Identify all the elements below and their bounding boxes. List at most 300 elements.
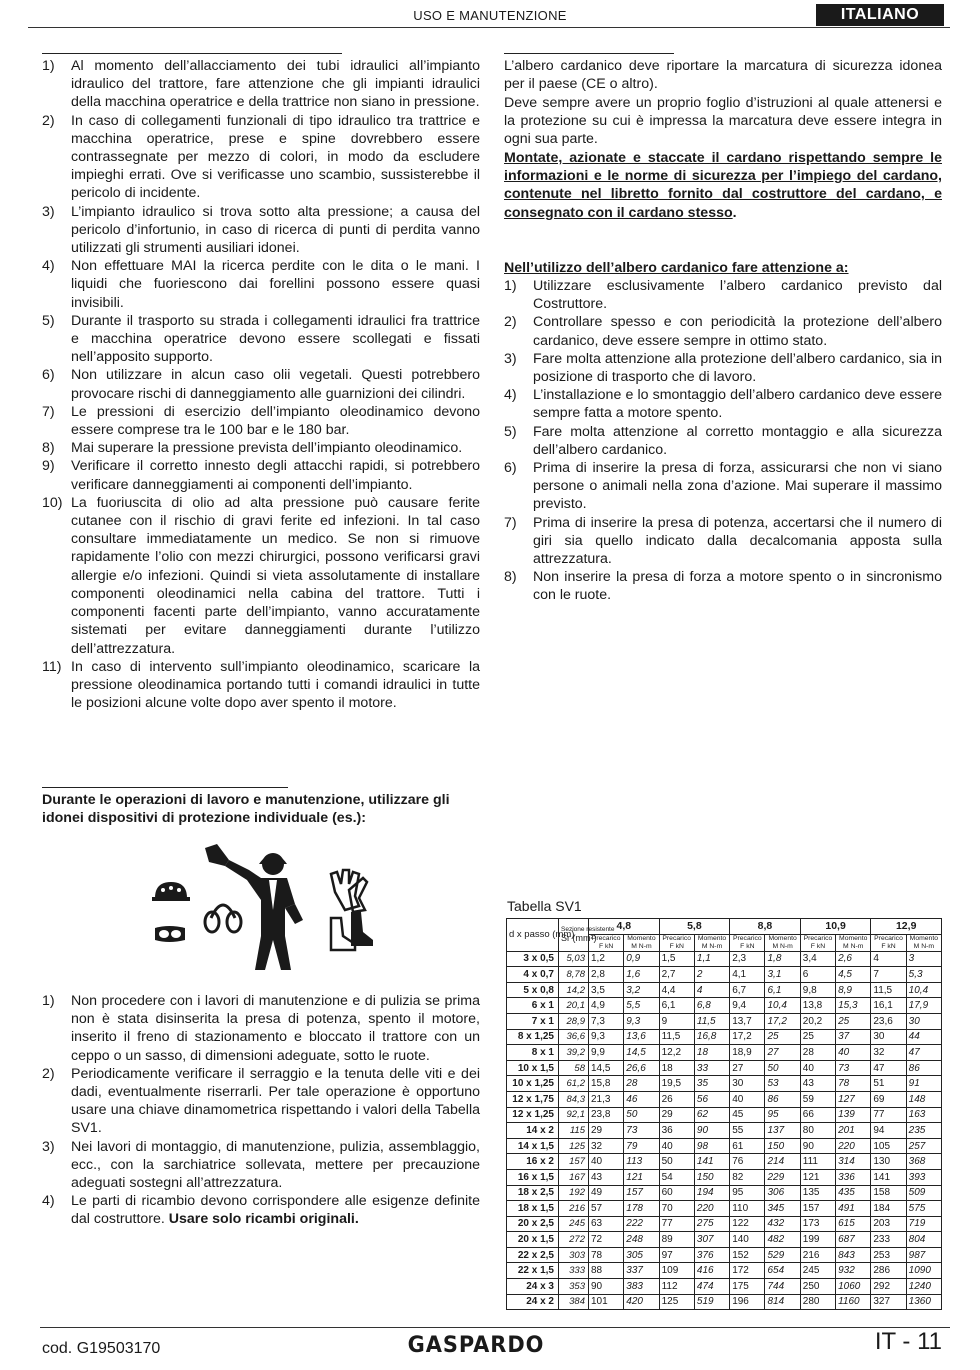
moment-cell: 804 (906, 1232, 941, 1248)
moment-cell: 27 (765, 1045, 800, 1061)
moment-cell: 113 (624, 1154, 659, 1170)
preload-cell: 82 (730, 1169, 765, 1185)
list-item (504, 313, 942, 349)
table-row (507, 1232, 942, 1248)
preload-cell: 26 (659, 1091, 694, 1107)
preload-cell: 89 (659, 1232, 694, 1248)
moment-cell: 201 (836, 1123, 871, 1139)
list-text: L’impianto idraulico si trova sotto alta pressione; a causa del pericolo d’infortunio, in caso di ricerca di punti di perdita vanno utilizzati gli strumenti ausiliari idonei. (71, 203, 480, 257)
list-text: Le pressioni di esercizio dell’impianto oleodinamico devono essere comprese tra le 100 bar e le 180 bar. (71, 403, 480, 439)
preload-cell: 88 (589, 1263, 624, 1279)
moment-cell: 229 (765, 1169, 800, 1185)
preload-cell: 286 (871, 1263, 906, 1279)
section-cell: 384 (559, 1294, 589, 1310)
moment-cell: 194 (694, 1185, 729, 1201)
list-item (42, 658, 480, 713)
preload-cell: 3,5 (589, 982, 624, 998)
list-item (42, 366, 480, 402)
preload-cell: 13,7 (730, 1013, 765, 1029)
moment-cell: 420 (624, 1294, 659, 1310)
preload-cell: 111 (800, 1154, 835, 1170)
moment-cell: 654 (765, 1263, 800, 1279)
preload-cell: 9,4 (730, 998, 765, 1014)
preload-cell: 196 (730, 1294, 765, 1310)
moment-header: Momento M N-m (906, 934, 941, 951)
preload-cell: 21,3 (589, 1091, 624, 1107)
preload-cell: 54 (659, 1169, 694, 1185)
ear-protection-icon (205, 905, 241, 932)
moment-cell: 615 (836, 1216, 871, 1232)
list-number: 4) (504, 387, 517, 404)
section-cell: 192 (559, 1185, 589, 1201)
section-cell: 84,3 (559, 1091, 589, 1107)
section-cell: 61,2 (559, 1076, 589, 1092)
table-row (507, 1169, 942, 1185)
preload-cell: 3,4 (800, 951, 835, 967)
moment-cell: 3,2 (624, 982, 659, 998)
preload-cell: 25 (800, 1029, 835, 1045)
list-item (504, 350, 942, 386)
list-number: 6) (504, 460, 517, 477)
list-number: 11) (42, 658, 62, 675)
moment-cell: 336 (836, 1169, 871, 1185)
list-number: 1) (504, 278, 517, 294)
preload-cell: 18,9 (730, 1045, 765, 1061)
preload-cell: 50 (659, 1154, 694, 1170)
moment-cell: 73 (836, 1060, 871, 1076)
preload-cell: 2,8 (589, 967, 624, 983)
preload-cell: 40 (800, 1060, 835, 1076)
moment-cell: 79 (624, 1138, 659, 1154)
thread-size-cell: 7 x 1 (507, 1013, 559, 1029)
preload-cell: 70 (659, 1201, 694, 1217)
moment-cell: 3 (906, 951, 941, 967)
moment-cell: 383 (624, 1279, 659, 1295)
maintenance-safety-list (42, 992, 480, 1229)
thread-size-cell: 20 x 1,5 (507, 1232, 559, 1248)
preload-cell: 121 (800, 1169, 835, 1185)
moment-cell: 10,4 (906, 982, 941, 998)
moment-cell: 33 (694, 1060, 729, 1076)
preload-cell: 16,1 (871, 998, 906, 1014)
preload-cell: 77 (659, 1216, 694, 1232)
thread-size-cell: 16 x 1,5 (507, 1169, 559, 1185)
moment-cell: 25 (765, 1029, 800, 1045)
table-row (507, 1091, 942, 1107)
cardan-list (504, 277, 942, 605)
moment-cell: 15,3 (836, 998, 871, 1014)
list-item (42, 57, 480, 112)
footer-rule (40, 1327, 950, 1328)
cardan-intro-2: Deve sempre avere un proprio foglio d’istruzioni al quale attenersi e la protezione su cui è impressa la marcatura deve essere integra in ogni sua parte. (504, 95, 942, 148)
moment-cell: 306 (765, 1185, 800, 1201)
moment-cell: 314 (836, 1154, 871, 1170)
preload-cell: 141 (871, 1169, 906, 1185)
preload-cell: 43 (589, 1169, 624, 1185)
moment-cell: 56 (694, 1091, 729, 1107)
thread-size-cell: 20 x 2,5 (507, 1216, 559, 1232)
list-number: 4) (42, 1193, 55, 1210)
moment-cell: 337 (624, 1263, 659, 1279)
list-item (504, 568, 942, 604)
preload-cell: 40 (730, 1091, 765, 1107)
moment-cell: 44 (906, 1029, 941, 1045)
moment-cell: 575 (906, 1201, 941, 1217)
list-text: Al momento dell’allacciamento dei tubi idraulici all’impianto idraulico del trattore, fare attenzione che gli impianti idraulici della macchina operatrice e della trattrice non siano in pressione. (71, 58, 480, 111)
moment-cell: 50 (624, 1107, 659, 1123)
moment-header: Momento M N-m (765, 934, 800, 951)
section-cell: 39,2 (559, 1045, 589, 1061)
table-row (507, 998, 942, 1014)
moment-cell: 9,3 (624, 1013, 659, 1029)
list-item (42, 494, 480, 658)
preload-cell: 23,8 (589, 1107, 624, 1123)
table-row (507, 1138, 942, 1154)
moment-cell: 121 (624, 1169, 659, 1185)
page-number: IT - 11 (874, 1328, 942, 1355)
moment-cell: 148 (906, 1091, 941, 1107)
moment-cell: 368 (906, 1154, 941, 1170)
list-text: Durante il trasporto su strada i collegamenti idraulici fra trattrice e macchina operatrice devono essere scollegati e fissati nell’apposito supporto. (71, 312, 480, 366)
preload-cell: 60 (659, 1185, 694, 1201)
section-cell: 8,78 (559, 967, 589, 983)
moment-cell: 28 (624, 1076, 659, 1092)
thread-size-cell: 10 x 1,5 (507, 1060, 559, 1076)
preload-cell: 110 (730, 1201, 765, 1217)
moment-cell: 40 (836, 1045, 871, 1061)
preload-cell: 245 (800, 1263, 835, 1279)
list-item (42, 1138, 480, 1193)
preload-cell: 63 (589, 1216, 624, 1232)
moment-cell: 0,9 (624, 951, 659, 967)
list-text: Fare molta attenzione alla protezione dell’albero cardanico, sia in posizione di trasporto che di lavoro. (533, 350, 942, 386)
preload-cell: 7,3 (589, 1013, 624, 1029)
list-number: 5) (504, 423, 517, 440)
preload-cell: 61 (730, 1138, 765, 1154)
moment-cell: 163 (906, 1107, 941, 1123)
moment-cell: 4,5 (836, 967, 871, 983)
moment-cell: 46 (624, 1091, 659, 1107)
preload-cell: 4,4 (659, 982, 694, 998)
section-cell: 58 (559, 1060, 589, 1076)
preload-cell: 55 (730, 1123, 765, 1139)
table-row (507, 1060, 942, 1076)
preload-cell: 253 (871, 1247, 906, 1263)
list-item (504, 514, 942, 569)
list-number: 3) (504, 350, 517, 367)
thread-size-cell: 8 x 1,25 (507, 1029, 559, 1045)
safety-boots-icon (331, 912, 373, 950)
list-number: 1) (42, 58, 55, 74)
list-item (42, 1192, 480, 1228)
preload-cell: 11,5 (659, 1029, 694, 1045)
preload-cell: 4,1 (730, 967, 765, 983)
preload-cell: 78 (589, 1247, 624, 1263)
preload-cell: 101 (589, 1294, 624, 1310)
preload-cell: 90 (800, 1138, 835, 1154)
table-caption: Tabella SV1 (507, 898, 582, 914)
col-dp-header: d x passo (mm) (507, 919, 559, 952)
moment-cell: 687 (836, 1232, 871, 1248)
preload-cell: 29 (589, 1123, 624, 1139)
moment-cell: 17,9 (906, 998, 941, 1014)
preload-cell: 135 (800, 1185, 835, 1201)
preload-cell: 9 (659, 1013, 694, 1029)
moment-cell: 222 (624, 1216, 659, 1232)
moment-cell: 474 (694, 1279, 729, 1295)
preload-cell: 152 (730, 1247, 765, 1263)
thread-size-cell: 14 x 2 (507, 1123, 559, 1139)
moment-cell: 10,4 (765, 998, 800, 1014)
hydraulic-safety-list (42, 57, 480, 712)
thread-size-cell: 18 x 2,5 (507, 1185, 559, 1201)
brand-logo: GASPARDO (407, 1333, 545, 1358)
preload-cell: 125 (659, 1294, 694, 1310)
language-badge: ITALIANO (816, 4, 944, 26)
moment-cell: 91 (906, 1076, 941, 1092)
preload-cell: 175 (730, 1279, 765, 1295)
preload-header: Precarico F kN (589, 934, 624, 951)
moment-cell: 157 (624, 1185, 659, 1201)
section-cell: 92,1 (559, 1107, 589, 1123)
preload-cell: 9,3 (589, 1029, 624, 1045)
section-cell: 125 (559, 1138, 589, 1154)
moment-cell: 8,9 (836, 982, 871, 998)
table-row (507, 1216, 942, 1232)
table-row (507, 1154, 942, 1170)
preload-cell: 216 (800, 1247, 835, 1263)
list-item (42, 992, 480, 1065)
preload-cell: 66 (800, 1107, 835, 1123)
section-cell: 216 (559, 1201, 589, 1217)
thread-size-cell: 24 x 3 (507, 1279, 559, 1295)
list-item (42, 457, 480, 493)
preload-cell: 32 (589, 1138, 624, 1154)
preload-cell: 49 (589, 1185, 624, 1201)
preload-cell: 23,6 (871, 1013, 906, 1029)
table-row (507, 1201, 942, 1217)
table-row (507, 982, 942, 998)
moment-cell: 307 (694, 1232, 729, 1248)
section-cell: 20,1 (559, 998, 589, 1014)
list-number: 2) (504, 314, 517, 331)
preload-cell: 199 (800, 1232, 835, 1248)
moment-cell: 220 (836, 1138, 871, 1154)
moment-cell: 14,5 (624, 1045, 659, 1061)
section-cell: 167 (559, 1169, 589, 1185)
goggles-icon (155, 926, 185, 942)
moment-cell: 86 (906, 1060, 941, 1076)
list-number: 5) (42, 312, 55, 329)
preload-cell: 327 (871, 1294, 906, 1310)
grade-header: 8,8 (730, 919, 801, 935)
preload-header: Precarico F kN (730, 934, 765, 951)
list-number: 7) (504, 514, 517, 531)
torque-table (506, 918, 942, 1310)
moment-cell: 814 (765, 1294, 800, 1310)
list-text: Prima di inserire la presa di forza, assicurarsi che non vi siano persone o animali nella zona d’azione. Mai superare il massimo previsto. (533, 460, 942, 513)
preload-cell: 292 (871, 1279, 906, 1295)
moment-cell: 86 (765, 1091, 800, 1107)
list-item (42, 112, 480, 203)
list-number: 3) (42, 1138, 55, 1155)
list-text: Prima di inserire la presa di potenza, accertarsi che il numero di giri sia quello indicato dalla decalcomania apposta sulla attrezzatura. (533, 514, 942, 568)
thread-size-cell: 10 x 1,25 (507, 1076, 559, 1092)
thread-size-cell: 6 x 1 (507, 998, 559, 1014)
grade-header: 12,9 (871, 919, 942, 935)
table-row (507, 1247, 942, 1263)
preload-cell: 4 (871, 951, 906, 967)
preload-cell: 95 (730, 1185, 765, 1201)
preload-cell: 7 (871, 967, 906, 983)
moment-cell: 1,1 (694, 951, 729, 967)
list-text: Controllare spesso e con periodicità la protezione dell’albero cardanico, deve essere sempre in ottimo stato. (533, 314, 942, 349)
moment-cell: 1,8 (765, 951, 800, 967)
preload-cell: 4,9 (589, 998, 624, 1014)
section-cell: 28,9 (559, 1013, 589, 1029)
section-cell: 14,2 (559, 982, 589, 998)
moment-cell: 257 (906, 1138, 941, 1154)
preload-cell: 27 (730, 1060, 765, 1076)
table-row (507, 1294, 942, 1310)
table-row (507, 1263, 942, 1279)
moment-cell: 432 (765, 1216, 800, 1232)
moment-cell: 26,6 (624, 1060, 659, 1076)
preload-cell: 233 (871, 1232, 906, 1248)
table-row (507, 1029, 942, 1045)
document-code: cod. G19503170 (42, 1340, 161, 1357)
preload-cell: 12,2 (659, 1045, 694, 1061)
preload-cell: 109 (659, 1263, 694, 1279)
preload-cell: 173 (800, 1216, 835, 1232)
moment-cell: 53 (765, 1076, 800, 1092)
moment-cell: 30 (906, 1013, 941, 1029)
moment-cell: 2 (694, 967, 729, 983)
thread-size-cell: 4 x 0,7 (507, 967, 559, 983)
moment-cell: 17,2 (765, 1013, 800, 1029)
preload-cell: 203 (871, 1216, 906, 1232)
preload-cell: 14,5 (589, 1060, 624, 1076)
moment-cell: 137 (765, 1123, 800, 1139)
thread-size-cell: 14 x 1,5 (507, 1138, 559, 1154)
section-rule (42, 53, 342, 54)
moment-cell: 3,1 (765, 967, 800, 983)
preload-cell: 140 (730, 1232, 765, 1248)
list-number: 7) (42, 403, 55, 420)
preload-cell: 250 (800, 1279, 835, 1295)
preload-cell: 105 (871, 1138, 906, 1154)
preload-header: Precarico F kN (800, 934, 835, 951)
moment-cell: 35 (694, 1076, 729, 1092)
header-title: USO E MANUTENZIONE (413, 8, 567, 23)
moment-cell: 178 (624, 1201, 659, 1217)
moment-header: Momento M N-m (624, 934, 659, 951)
moment-cell: 529 (765, 1247, 800, 1263)
list-item (42, 1065, 480, 1138)
grade-header: 4,8 (589, 919, 660, 935)
list-text: In caso di intervento sull’impianto oleodinamico, scaricare la pressione oleodinamica portando tutti i comandi idraulici in tutte le posizioni alcune volte dopo aver spento il motore. (71, 658, 480, 712)
moment-cell: 932 (836, 1263, 871, 1279)
section-cell: 36,6 (559, 1029, 589, 1045)
list-item (42, 257, 480, 312)
table-row (507, 1279, 942, 1295)
preload-cell: 280 (800, 1294, 835, 1310)
moment-cell: 393 (906, 1169, 941, 1185)
moment-cell: 25 (836, 1013, 871, 1029)
cardan-heading: Nell’utilizzo dell’albero cardanico fare attenzione a: (504, 260, 849, 276)
preload-cell: 40 (659, 1138, 694, 1154)
moment-cell: 150 (765, 1138, 800, 1154)
list-text: Non procedere con i lavori di manutenzione e di pulizia se prima non è stata disinserita la presa di potenza, spento il motore, inserito il freno di stazionamento e bloccato il trattore con un ceppo o un sasso, di dimensioni adeguate, sotto le ruote. (71, 993, 480, 1064)
list-number: 8) (42, 440, 55, 457)
list-number: 6) (42, 367, 55, 384)
thread-size-cell: 22 x 2,5 (507, 1247, 559, 1263)
moment-cell: 220 (694, 1201, 729, 1217)
list-text: Verificare il corretto innesto degli attacchi rapidi, si potrebbero verificare danneggiamenti ai componenti dell’impianto. (71, 458, 480, 493)
thread-size-cell: 18 x 1,5 (507, 1201, 559, 1217)
moment-cell: 345 (765, 1201, 800, 1217)
moment-cell: 127 (836, 1091, 871, 1107)
preload-cell: 157 (800, 1201, 835, 1217)
preload-cell: 30 (871, 1029, 906, 1045)
preload-cell: 36 (659, 1123, 694, 1139)
moment-cell: 78 (836, 1076, 871, 1092)
preload-cell: 2,3 (730, 951, 765, 967)
thread-size-cell: 24 x 2 (507, 1294, 559, 1310)
moment-cell: 519 (694, 1294, 729, 1310)
preload-cell: 45 (730, 1107, 765, 1123)
preload-cell: 13,8 (800, 998, 835, 1014)
preload-cell: 18 (659, 1060, 694, 1076)
table-row (507, 1076, 942, 1092)
list-number: 9) (42, 458, 55, 475)
thread-size-cell: 3 x 0,5 (507, 951, 559, 967)
moment-cell: 843 (836, 1247, 871, 1263)
table-row (507, 951, 942, 967)
section-rule (504, 53, 674, 54)
section-cell: 245 (559, 1216, 589, 1232)
preload-cell: 77 (871, 1107, 906, 1123)
preload-cell: 94 (871, 1123, 906, 1139)
section-cell: 157 (559, 1154, 589, 1170)
preload-cell: 2,7 (659, 967, 694, 983)
list-item (504, 386, 942, 422)
list-text: Mai superare la pressione prevista dell’impianto oleodinamico. (71, 440, 463, 457)
list-number: 3) (42, 203, 55, 220)
table-row (507, 1107, 942, 1123)
preload-cell: 40 (589, 1154, 624, 1170)
list-item (504, 423, 942, 459)
ppe-illustration (145, 840, 375, 975)
preload-cell: 9,9 (589, 1045, 624, 1061)
moment-cell: 2,6 (836, 951, 871, 967)
moment-header: Momento M N-m (836, 934, 871, 951)
moment-cell: 5,5 (624, 998, 659, 1014)
moment-cell: 376 (694, 1247, 729, 1263)
preload-cell: 1,5 (659, 951, 694, 967)
preload-cell: 59 (800, 1091, 835, 1107)
table-row (507, 967, 942, 983)
section-rule (42, 787, 288, 788)
col-sr-header: Sezione resistente Sr (mm²) (559, 919, 589, 952)
moment-cell: 18 (694, 1045, 729, 1061)
moment-cell: 50 (765, 1060, 800, 1076)
preload-header: Precarico F kN (871, 934, 906, 951)
moment-cell: 416 (694, 1263, 729, 1279)
list-item (504, 277, 942, 313)
moment-cell: 150 (694, 1169, 729, 1185)
list-text: Fare molta attenzione al corretto montaggio e alla sicurezza dell’albero cardanico. (533, 423, 942, 458)
